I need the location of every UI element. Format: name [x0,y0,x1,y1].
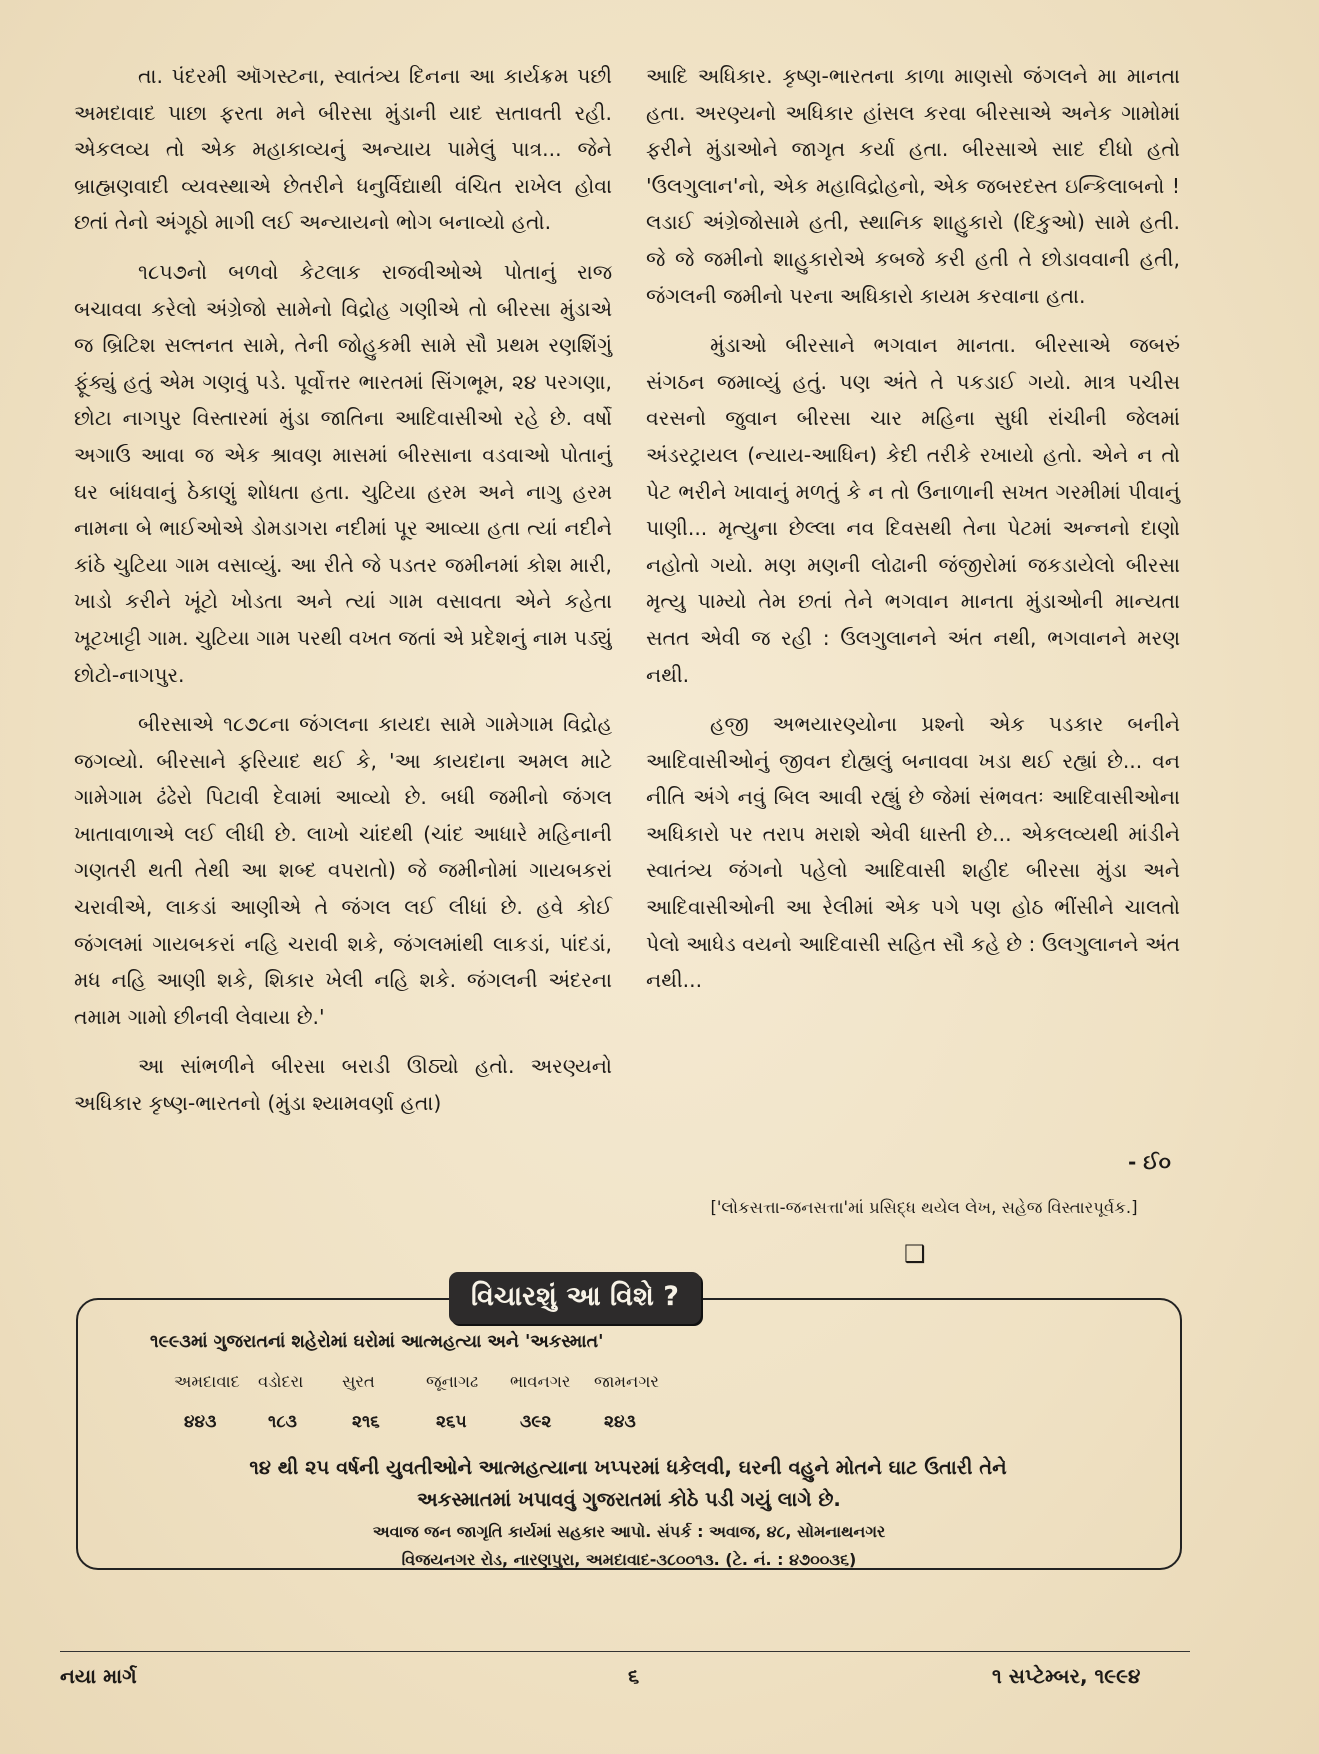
table-header: વડોદરા [258,1372,304,1391]
paragraph: આ સાંભળીને બીરસા બરાડી ઊઠ્યો હતો. અરણ્યનો અધિકાર કૃષ્ણ-ભારતનો (મુંડા શ્યામવર્ણા હતા) [74,1054,612,1116]
end-mark-icon: ❑ [904,1240,926,1268]
table-cell: ૧૮૩ [268,1412,298,1432]
table-header: જૂનાગઢ [426,1372,479,1391]
box-subtitle: ૧૯૯૩માં ગુજરાતનાં શહેરોમાં ઘરોમાં આત્મહત્યા અને 'અકસ્માત' [150,1332,604,1352]
info-box [76,1281,1182,1570]
table-header: જામનગર [594,1372,659,1391]
table-cell: ૩૯૨ [520,1412,552,1432]
table-header: ભાવનગર [510,1372,571,1391]
table-cell: ૪૪૩ [184,1412,217,1432]
author-signature: - ઈ૦ [1128,1150,1171,1174]
issue-date: ૧ સપ્ટેમ્બર, ૧૯૯૪ [992,1664,1141,1688]
city-table [174,1372,678,1432]
table-cell: ૨૧૬ [352,1412,380,1432]
contact-line: વિજયનગર રોડ, નારણપુરા, અમદાવાદ-૩૮૦૦૧૩. (ટે. નં. : ૪૭૦૦૩૬) [401,1550,857,1569]
paragraph: તા. પંદરમી ઑગસ્ટના, સ્વાતંત્ર્ય દિનના આ કાર્યક્રમ પછી અમદાવાદ પાછા ફરતા મને બીરસા મુંડાની યાદ સતાવતી રહી. એકલવ્ય તો એક મહાકાવ્યનું અન્યાય પામેલું પાત્ર... જેને બ્રાહ્મણવાદી વ્યવસ્થાએ છેતરીને ધનુર્વિદ્યાથી વંચિત રાખેલ હોવા છતાં તેનો અંગૂઠો માગી લઈ અન્યાયનો ભોગ બનાવ્યો હતો. [74,64,612,235]
table-header: સુરત [342,1372,375,1391]
table-header: અમદાવાદ [174,1372,240,1391]
paragraph: હજી અભયારણ્યોના પ્રશ્નો એક પડકાર બનીને આદિવાસીઓનું જીવન દોહ્યલું બનાવવા ખડા થઈ રહ્યાં છે... વન નીતિ અંગે નવું બિલ આવી રહ્યું છે જેમાં સંભવતઃ આદિવાસીઓના અધિકારો પર તરાપ મરાશે એવી ધાસ્તી છે... એકલવ્યથી માંડીને સ્વાતંત્ર્ય જંગનો પહેલો આદિવાસી શહીદ બીરસા મુંડા અને આદિવાસીઓની આ રેલીમાં એક પગે પણ હોઠ ભીંસીને ચાલતો પેલો આધેડ વયનો આદિવાસી સહિત સૌ કહે છે : ઉલગુલાનને અંત નથી... [646,712,1180,993]
table-header-row [174,1372,678,1392]
publication-name: નયા માર્ગ [60,1664,137,1688]
left-column [74,58,612,1135]
paragraph: ૧૮૫૭નો બળવો કેટલાક રાજવીઓએ પોતાનું રાજ બચાવવા કરેલો અંગ્રેજો સામેનો વિદ્રોહ ગણીએ તો બીરસા મુંડાએ જ બ્રિટિશ સલ્તનત સામે, તેની જોહુકમી સામે સૌ પ્રથમ રણશિંગું ફૂંક્યું હતું એમ ગણવું પડે. પૂર્વોત્તર ભારતમાં સિંગભૂમ, ૨૪ પરગણા, છોટા નાગપુર વિસ્તારમાં મુંડા જાતિના આદિવાસીઓ રહે છે. વર્ષો અગાઉ આવા જ એક શ્રાવણ માસમાં બીરસાના વડવાઓ પોતાનું ઘર બાંધવાનું ઠેકાણું શોધતા હતા. ચુટિયા હરમ અને નાગુ હરમ નામના બે ભાઈઓએ ડોમડાગરા નદીમાં પૂર આવ્યા હતા ત્યાં નદીને કાંઠે ચુટિયા ગામ વસાવ્યું. આ રીતે જે પડતર જમીનમાં કોશ મારી, ખાડો કરીને ખૂંટો ખોડતા અને ત્યાં ગામ વસાવતા એને કહેતા ખૂટખાટ્ટી ગામ. ચુટિયા ગામ પરથી વખત જતાં એ પ્રદેશનું નામ પડ્યું છોટો-નાગપુર. [74,259,612,687]
paragraph: બીરસાએ ૧૮૭૮ના જંગલના કાયદા સામે ગામેગામ વિદ્રોહ જગવ્યો. બીરસાને ફરિયાદ થઈ કે, 'આ કાયદાના અમલ માટે ગામેગામ ઢંઢેરો પિટાવી દેવામાં આવ્યો છે. બધી જમીનો જંગલ ખાતાવાળાએ લઈ લીધી છે. લાખો ચાંદથી (ચાંદ આધારે મહિનાની ગણતરી થતી તેથી આ શબ્દ વપરાતો) જે જમીનોમાં ગાયબકરાં ચરાવીએ, લાકડાં આણીએ તે જંગલ લઈ લીધાં છે. હવે કોઈ જંગલમાં ગાયબકરાં નહિ ચરાવી શકે, જંગલમાંથી લાકડાં, પાંદડાં, મધ નહિ આણી શકે, શિકાર ખેલી નહિ શકે. જંગલની અંદરના તમામ ગામો છીનવી લેવાયા છે.' [74,712,612,1029]
table-cell: ૨૪૩ [604,1412,636,1432]
footer-divider [60,1651,1190,1652]
box-body-line: ૧૪ થી ૨૫ વર્ષની યુવતીઓને આત્મહત્યાના ખપ્પરમાં ધકેલવી, ઘરની વહુને મોતને ઘાટ ઉતારી તેને [249,1456,1007,1479]
paragraph: આદિ અધિકાર. કૃષ્ણ-ભારતના કાળા માણસો જંગલને મા માનતા હતા. અરણ્યનો અધિકાર હાંસલ કરવા બીરસાએ અનેક ગામોમાં ફરીને મુંડાઓને જાગૃત કર્યા હતા. બીરસાએ સાદ દીધો હતો 'ઉલગુલાન'નો, એક મહાવિદ્રોહનો, એક જબરદસ્ત ઇન્કિલાબનો ! લડાઈ અંગ્રેજોસામે હતી, સ્થાનિક શાહુકારો (દિકુઓ) સામે હતી. જે જે જમીનો શાહુકારોએ કબજે કરી હતી તે છોડાવવાની હતી, જંગલની જમીનો પરના અધિકારો કાયમ કરવાના હતા. [646,64,1180,308]
paragraph: મુંડાઓ બીરસાને ભગવાન માનતા. બીરસાએ જબરું સંગઠન જમાવ્યું હતું. પણ અંતે તે પકડાઈ ગયો. માત્ર પચીસ વરસનો જુવાન બીરસા ચાર મહિના સુધી રાંચીની જેલમાં અંડરટ્રાયલ (ન્યાય-આધિન) કેદી તરીકે રખાયો હતો. એને ન તો પેટ ભરીને ખાવાનું મળતું કે ન તો ઉનાળાની સખત ગરમીમાં પીવાનું પાણી... મૃત્યુના છેલ્લા નવ દિવસથી તેના પેટમાં અન્નનો દાણો નહોતો ગયો. મણ મણની લોઢાની જંજીરોમાં જકડાયેલો બીરસા મૃત્યુ પામ્યો તેમ છતાં તેને ભગવાન માનતા મુંડાઓની માન્યતા સતત એવી જ રહી : ઉલગુલાનને અંત નથી, ભગવાનને મરણ નથી. [646,333,1180,687]
table-cell: ૨૬૫ [436,1412,467,1432]
page-number: ૬ [628,1664,640,1688]
box-title: વિચારશું આ વિશે ? [449,1272,701,1324]
box-body-line: અકસ્માતમાં ખપાવવું ગુજરાતમાં કોઠે પડી ગયું લાગે છે. [417,1488,841,1511]
source-note: ['લોકસત્તા-જનસત્તા'માં પ્રસિદ્ધ થયેલ લેખ, સહેજ વિસ્તારપૂર્વક.] [710,1198,1138,1217]
right-column [646,58,1180,1012]
contact-line: અવાજ જન જાગૃતિ કાર્યમાં સહકાર આપો. સંપર્ક : અવાજ, ૪૮, સોમનાથનગર [372,1522,886,1541]
table-row [174,1412,678,1432]
